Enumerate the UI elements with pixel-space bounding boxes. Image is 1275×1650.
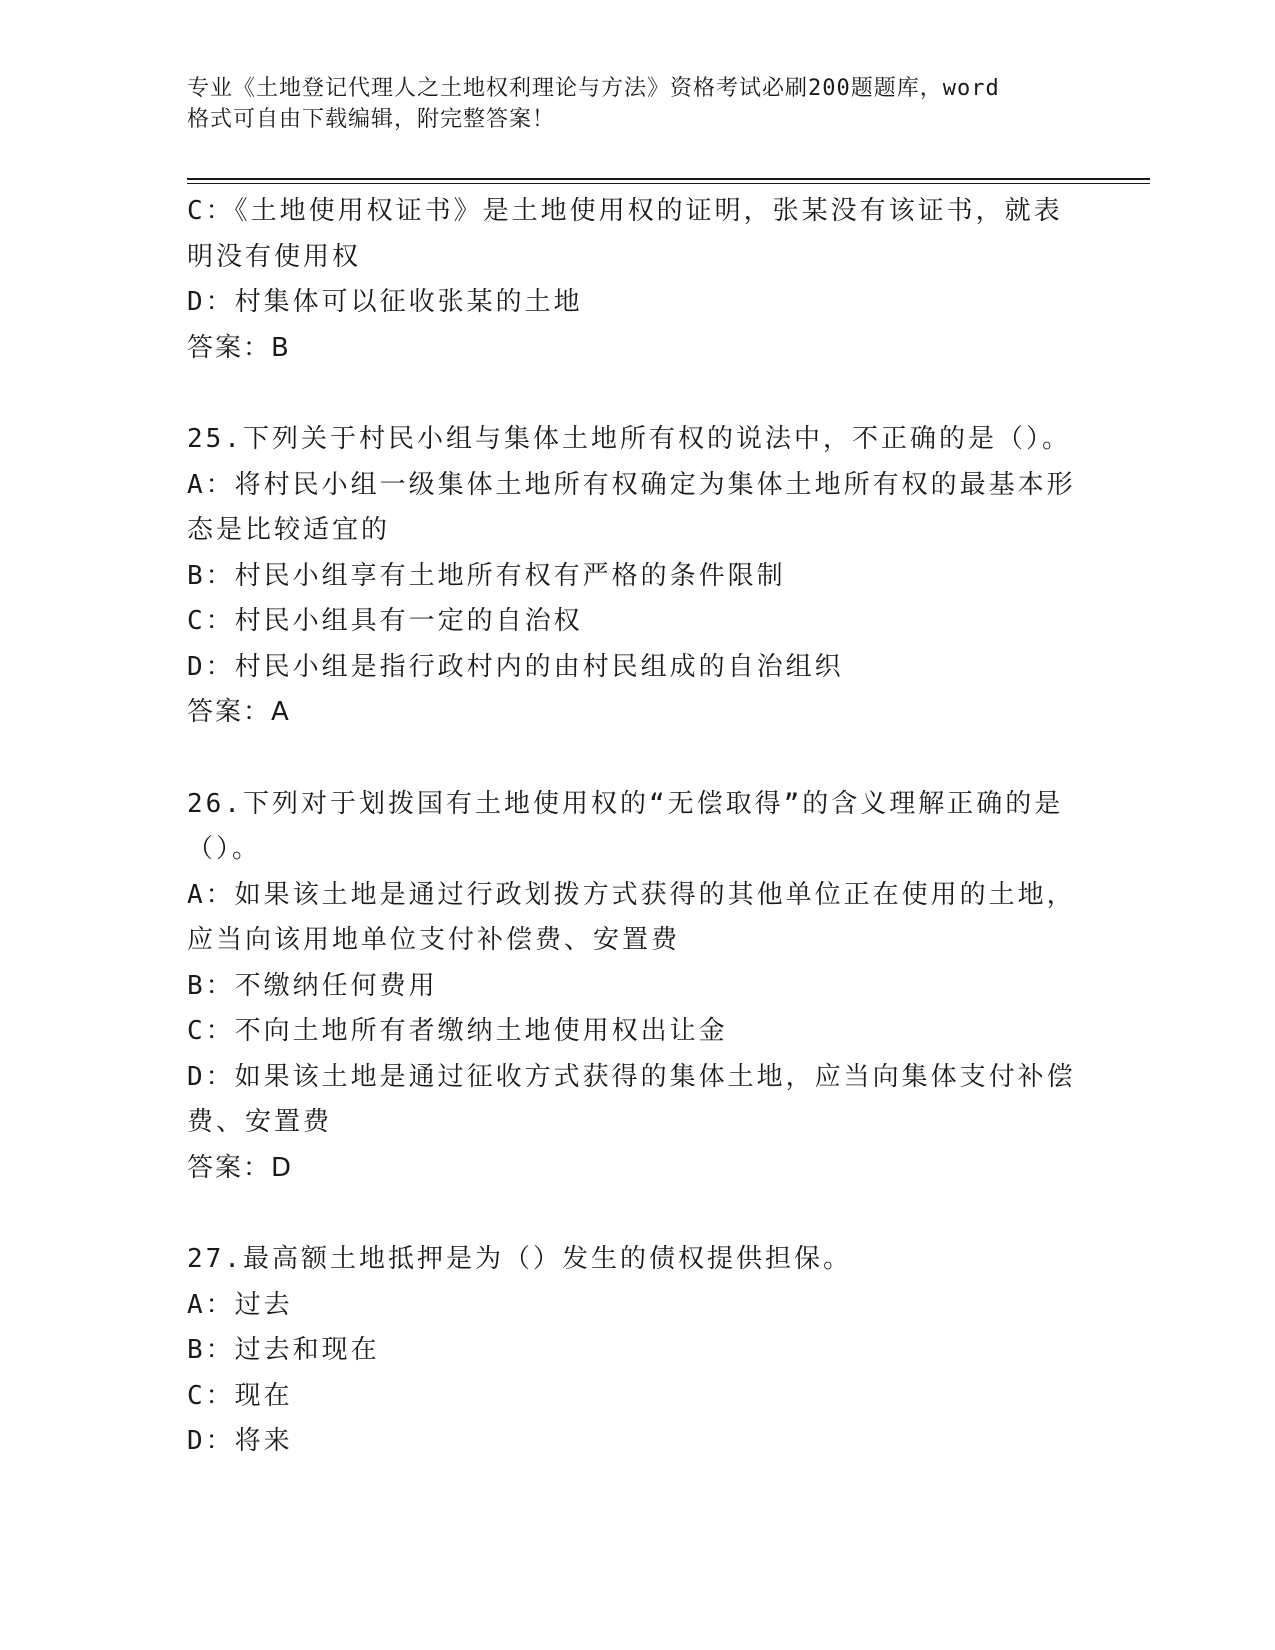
q27-option-d: D：将来	[187, 1426, 293, 1456]
q24-option-d: D：村集体可以征收张某的土地	[187, 287, 583, 317]
q26-answer: 答案：D	[187, 1152, 294, 1183]
q25-stem: 25.下列关于村民小组与集体土地所有权的说法中，不正确的是（）。	[187, 424, 1071, 454]
q26-stem-line-1: 26.下列对于划拨国有土地使用权的“无偿取得”的含义理解正确的是	[187, 788, 1064, 819]
header-divider-thin	[187, 183, 1150, 184]
header-divider-thick	[187, 178, 1150, 180]
q26-stem-line-2: （）。	[187, 834, 262, 864]
document-body	[187, 189, 1087, 1465]
header-title-line-1: 专业《土地登记代理人之土地权利理论与方法》资格考试必刷200题题库，word	[187, 76, 1000, 101]
document-header	[187, 73, 1067, 135]
q24-answer: 答案：B	[187, 332, 291, 363]
question-24-continuation	[187, 189, 1087, 371]
q26-option-a-line-1: A：如果该土地是通过行政划拨方式获得的其他单位正在使用的土地，	[187, 879, 1076, 910]
q26-option-a-line-2: 应当向该用地单位支付补偿费、安置费	[187, 925, 681, 955]
q25-answer: 答案：A	[187, 697, 291, 727]
q24-option-c-line-2: 明没有使用权	[187, 241, 362, 272]
q27-option-c: C：现在	[187, 1380, 293, 1411]
question-26	[187, 782, 1087, 1192]
q27-stem: 27.最高额土地抵押是为（）发生的债权提供担保。	[187, 1244, 852, 1274]
q24-option-c-line-1: C：《土地使用权证书》是土地使用权的证明，张某没有该证书，就表	[187, 196, 1063, 226]
q25-option-a-line-1: A：将村民小组一级集体土地所有权确定为集体土地所有权的最基本形	[187, 469, 1076, 500]
q26-option-c: C：不向土地所有者缴纳土地使用权出让金	[187, 1016, 728, 1046]
q25-option-b: B：村民小组享有土地所有权有严格的条件限制	[187, 560, 786, 591]
question-25	[187, 417, 1087, 736]
q27-option-a: A：过去	[187, 1289, 293, 1320]
header-title-line-2: 格式可自由下载编辑，附完整答案！	[187, 107, 556, 132]
q26-option-d-line-2: 费、安置费	[187, 1107, 333, 1137]
q27-option-b: B：过去和现在	[187, 1335, 380, 1365]
q25-option-c: C：村民小组具有一定的自治权	[187, 606, 583, 636]
q26-option-b: B：不缴纳任何费用	[187, 970, 438, 1001]
question-27	[187, 1237, 1087, 1465]
q26-option-d-line-1: D：如果该土地是通过征收方式获得的集体土地，应当向集体支付补偿	[187, 1061, 1076, 1092]
q25-option-a-line-2: 态是比较适宜的	[187, 515, 391, 545]
q25-option-d: D：村民小组是指行政村内的由村民组成的自治组织	[187, 651, 844, 682]
